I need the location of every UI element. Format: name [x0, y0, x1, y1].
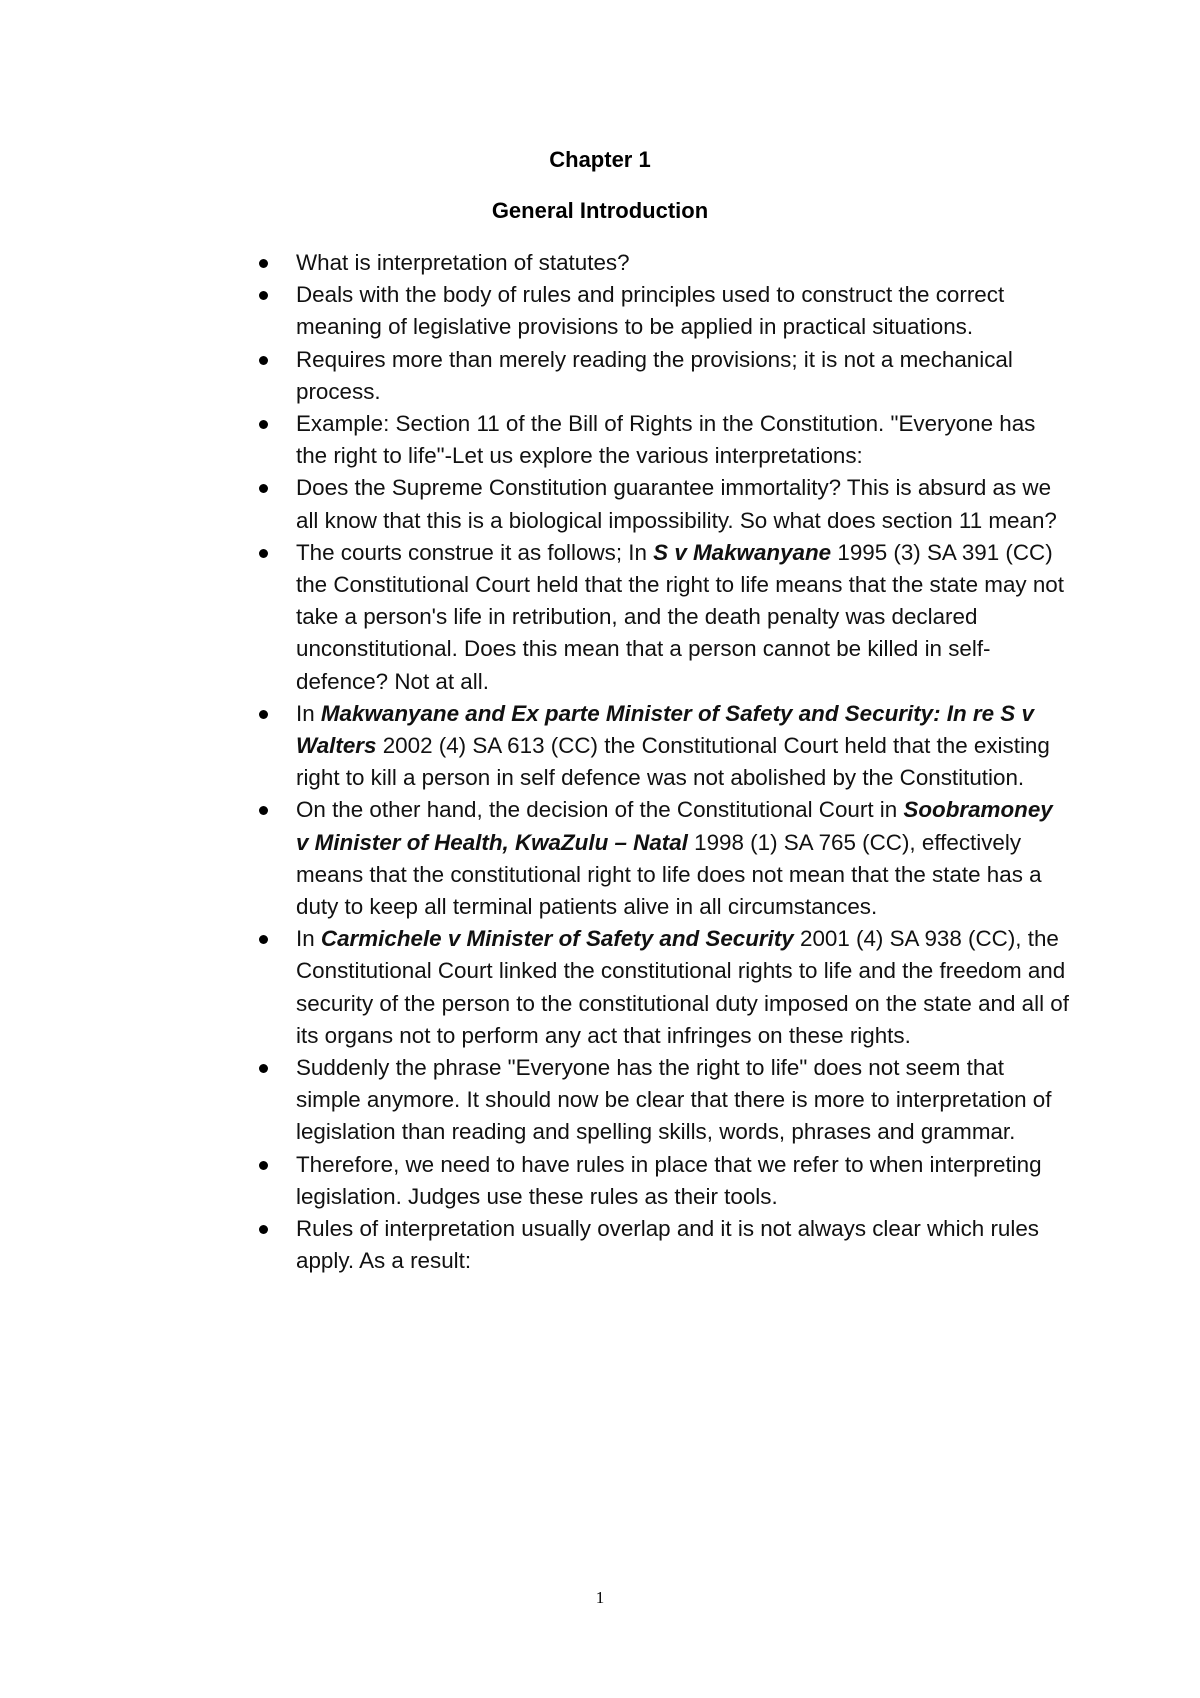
- case-citation: Soobramoney v Minister of Health, KwaZulu – Natal: [296, 797, 1053, 855]
- bullet-list: [0, 247, 1200, 1278]
- chapter-heading: Chapter 1: [549, 147, 651, 172]
- bullet-icon: [259, 291, 268, 300]
- section-heading: General Introduction: [491, 198, 709, 223]
- bullet-icon: [259, 549, 268, 558]
- bullet-icon: [259, 259, 268, 268]
- bullet-icon: [259, 1064, 268, 1073]
- list-item-text: Therefore, we need to have rules in place that we refer to when interpreting legislation. Judges use these rules as their tools.: [296, 1151, 1042, 1209]
- list-item-text: The courts construe it as follows; In S v Makwanyane 1995 (3) SA 391 (CC) the Constitutional Court held that the right to life means that the state may not take a person's life in retribution, and the death penalty was declared unconstitutional. Does this mean that a person cannot be killed in self-defence? Not at all.: [296, 539, 1064, 694]
- list-item-text: On the other hand, the decision of the Constitutional Court in Soobramoney v Minister of Health, KwaZulu – Natal 1998 (1) SA 765 (CC), effectively means that the constitutional right to life does not mean that the state has a duty to keep all terminal patients alive in all circumstances.: [296, 797, 1053, 920]
- case-citation: Carmichele v Minister of Safety and Security: [320, 926, 794, 952]
- list-item: [0, 923, 1200, 1052]
- list-item-text: Example: Section 11 of the Bill of Rights in the Constitution. "Everyone has the right to life"-Let us explore the various interpretations:: [296, 411, 1036, 469]
- list-item-text: Does the Supreme Constitution guarantee immortality? This is absurd as we all know that this is a biological impossibility. So what does section 11 mean?: [296, 475, 1057, 533]
- bullet-icon: [259, 806, 268, 815]
- list-item: [0, 794, 1200, 923]
- list-item: [0, 344, 1200, 408]
- list-item: [0, 698, 1200, 795]
- list-item: [0, 408, 1200, 472]
- bullet-icon: [259, 356, 268, 365]
- list-item-text: Rules of interpretation usually overlap and it is not always clear which rules apply. As a result:: [296, 1216, 1039, 1274]
- bullet-icon: [259, 1161, 268, 1170]
- list-item: [0, 1149, 1200, 1213]
- list-item: [0, 1052, 1200, 1149]
- list-item-text: What is interpretation of statutes?: [296, 250, 630, 275]
- bullet-icon: [259, 420, 268, 429]
- list-item-text: In Carmichele v Minister of Safety and Security 2001 (4) SA 938 (CC), the Constitutional Court linked the constitutional rights to life and the freedom and security of the person to the constitutional duty imposed on the state and all of its organs not to perform any act that infringes on these rights.: [296, 926, 1069, 1048]
- bullet-icon: [259, 1225, 268, 1234]
- list-item: [0, 279, 1200, 343]
- case-citation: S v Makwanyane: [653, 539, 832, 565]
- list-item: [0, 472, 1200, 536]
- list-item-text: Requires more than merely reading the provisions; it is not a mechanical process.: [296, 346, 1013, 404]
- list-item: [0, 247, 1200, 279]
- list-item-text: In Makwanyane and Ex parte Minister of Safety and Security: In re S v Walters 2002 (4) SA 613 (CC) the Constitutional Court held that the existing right to kill a person in self defence was not abolished by the Constitution.: [296, 700, 1050, 791]
- list-item: [0, 1213, 1200, 1277]
- bullet-icon: [259, 710, 268, 719]
- list-item: [0, 537, 1200, 698]
- list-item-text: Deals with the body of rules and principles used to construct the correct meaning of legislative provisions to be applied in practical situations.: [296, 282, 1005, 340]
- case-citation: Makwanyane and Ex parte Minister of Safety and Security: In re S v Walters: [296, 700, 1034, 759]
- bullet-icon: [259, 484, 268, 493]
- bullet-icon: [259, 935, 268, 944]
- list-item-text: Suddenly the phrase "Everyone has the right to life" does not seem that simple anymore. It should now be clear that there is more to interpretation of legislation than reading and spelling skills, words, phrases and grammar.: [296, 1055, 1052, 1145]
- page-number: 1: [595, 1588, 605, 1607]
